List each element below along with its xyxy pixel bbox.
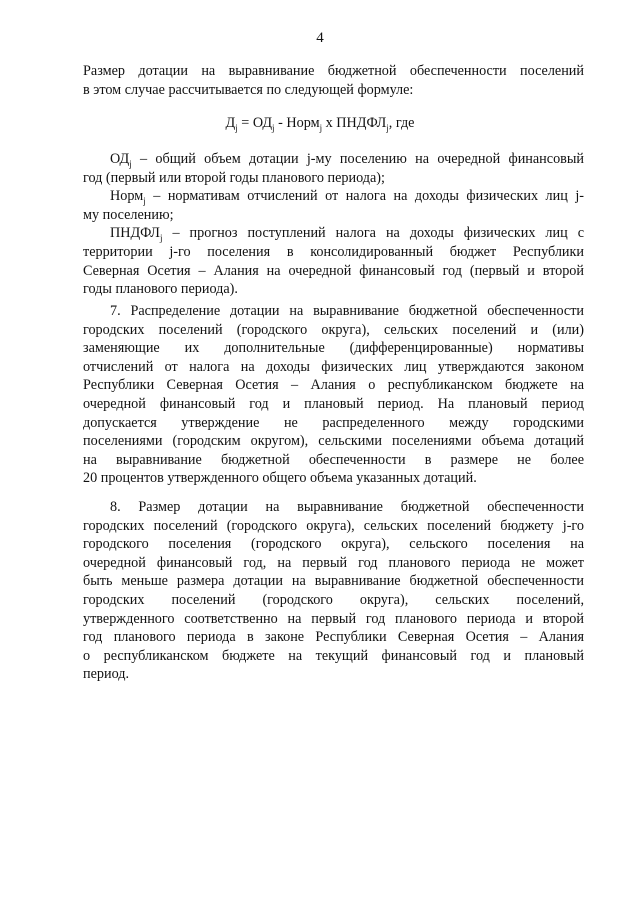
text-line: городских поселений (городского округа), сельских поселений бюджету j-го — [83, 517, 584, 534]
intro-paragraph — [83, 62, 584, 99]
text-line: отчислений от налога на доходы физических лиц утверждаются законом — [83, 358, 584, 375]
text-line: Северная Осетия – Алания на очередной финансовый год (первый и второй — [83, 262, 584, 279]
definition-term: Норм — [110, 188, 144, 205]
definition-subscript: j — [143, 196, 146, 207]
definition-text: – нормативам отчислений от налога на доходы физических лиц j- — [145, 188, 584, 205]
formula-subscript: j — [319, 122, 323, 133]
text-line: год (первый или второй годы планового периода); — [83, 169, 385, 186]
formula — [0, 114, 640, 132]
text-line: период. — [83, 666, 130, 683]
text-line: утвержденного соответственно на первый год планового периода и второй — [83, 610, 584, 627]
definition-line — [83, 150, 584, 169]
text-line: территории j-го поселения в консолидированный бюджет Республики — [83, 243, 584, 260]
definition-subscript: j — [129, 158, 132, 169]
section-8-paragraph — [83, 498, 584, 684]
text-line: на выравнивание бюджетной обеспеченности в размере не более — [83, 451, 584, 468]
definition-text: – общий объем дотации j-му поселению на очередной финансовый — [131, 151, 584, 167]
text-line: 8. Размер дотации на выравнивание бюджетной обеспеченности — [110, 499, 584, 515]
text-line: быть меньше размера дотации на выравнивание бюджетной обеспеченности — [83, 573, 584, 590]
text-line: допускается утверждение не распределенного между городскими — [83, 414, 584, 431]
text-line: Республики Северная Осетия – Алания о республиканском бюджете на — [83, 377, 584, 394]
text-line: 7. Распределение дотации на выравнивание бюджетной обеспеченности — [110, 303, 584, 319]
formula-part: х ПНДФЛ — [322, 115, 387, 131]
text-line: поселениями (городским округом), сельскими поселениями объема дотаций — [83, 433, 584, 450]
text-line: городских поселений (городского округа), сельских поселений, — [83, 591, 584, 608]
formula-subscript: j — [272, 122, 275, 133]
formula-part: , где — [388, 115, 415, 131]
text-line: год планового периода в законе Республики Северная Осетия – Алания — [83, 629, 584, 646]
definition-line — [83, 224, 584, 243]
text-line: городских поселений (городского округа), сельских поселений и (или) — [83, 321, 584, 338]
definition-text: – прогноз поступлений налога на доходы физических лиц с — [162, 225, 584, 242]
formula-subscript: j — [235, 122, 238, 133]
definition-line — [83, 187, 584, 206]
definition-term: ОД — [110, 151, 130, 167]
text-line: му поселению; — [83, 206, 174, 223]
text-line: 20 процентов утвержденного общего объема указанных дотаций. — [83, 470, 477, 487]
text-line: городского поселения (городского округа), сельского поселения на — [83, 536, 584, 553]
formula-part: Д — [225, 115, 236, 131]
text-line: очередной финансовый год, на первый год планового периода не может — [83, 554, 584, 571]
formula-subscript: j — [386, 122, 389, 133]
formula-part: = ОД — [237, 115, 273, 131]
section-7-paragraph — [83, 302, 584, 488]
text-line: годы планового периода). — [83, 281, 238, 298]
definition-subscript: j — [159, 233, 163, 244]
text-line: в этом случае рассчитывается по следующей формуле: — [83, 81, 414, 98]
text-line: очередной финансовый год и плановый период. На плановый период — [83, 395, 584, 412]
page-number: 4 — [316, 30, 324, 46]
text-line: Размер дотации на выравнивание бюджетной обеспеченности поселений — [83, 63, 584, 79]
formula-part: - Норм — [274, 115, 320, 131]
text-line: о республиканском бюджете на текущий финансовый год и плановый — [83, 647, 584, 664]
definition-term: ПНДФЛ — [110, 225, 160, 242]
definitions — [83, 150, 584, 299]
text-line: заменяющие их дополнительные (дифференцированные) нормативы — [83, 340, 584, 357]
